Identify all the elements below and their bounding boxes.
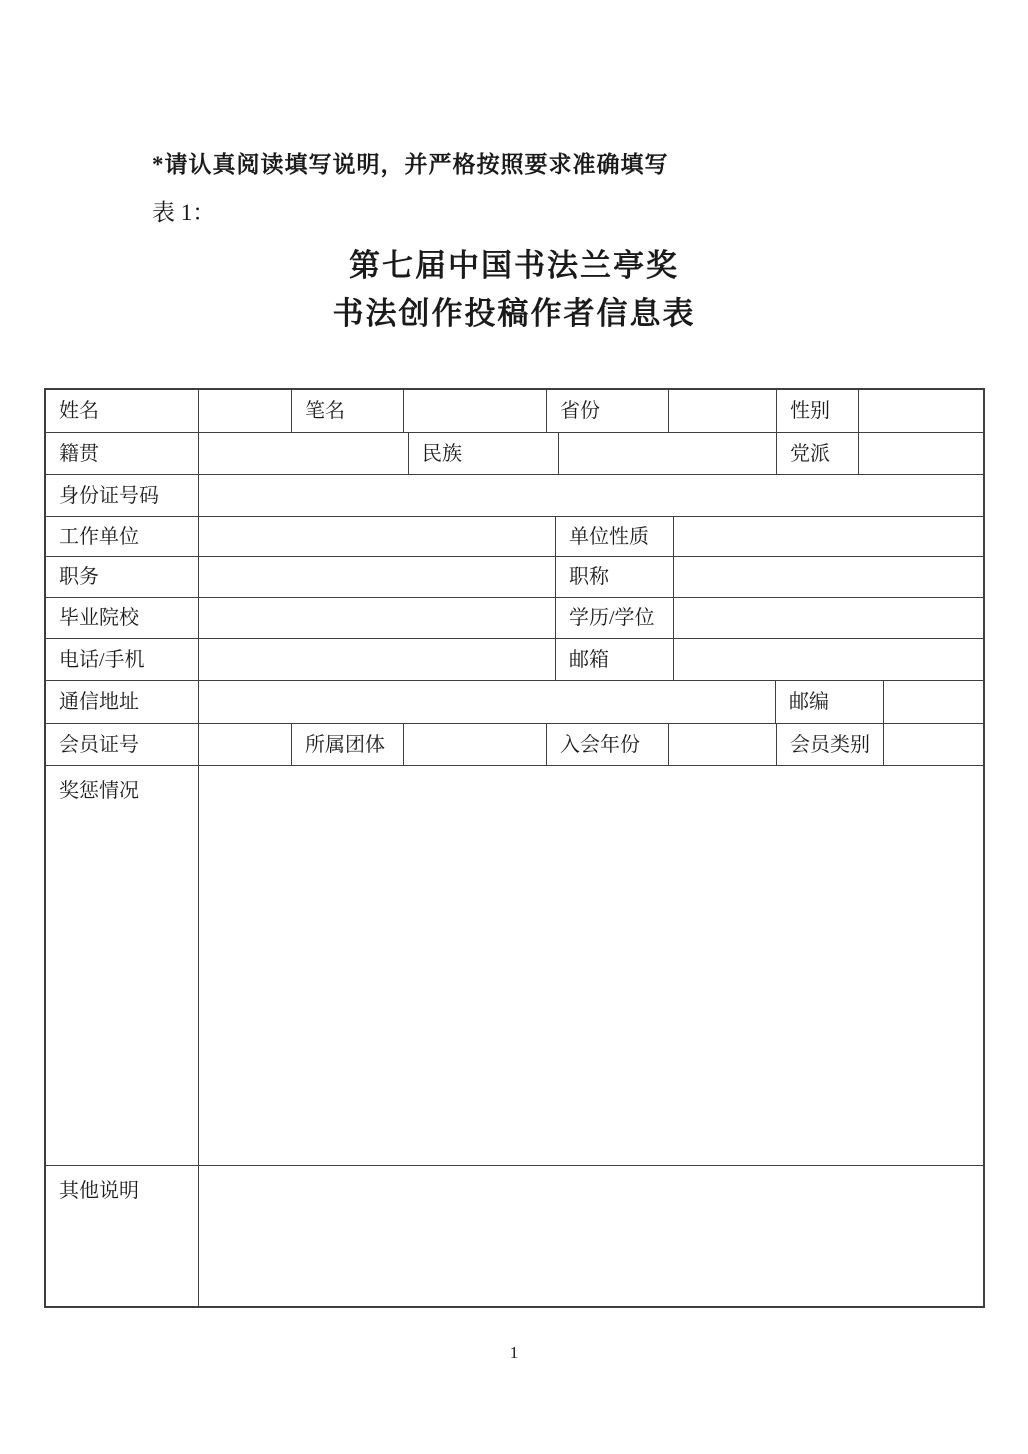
cell-input-membership-type[interactable] bbox=[884, 724, 983, 765]
cell-input-work-unit[interactable] bbox=[199, 517, 556, 556]
table-number-label: 表 1： bbox=[152, 200, 216, 225]
cell-input-other-notes[interactable] bbox=[199, 1166, 983, 1306]
cell-input-party[interactable] bbox=[859, 433, 983, 474]
cell-input-membership-number[interactable] bbox=[199, 724, 292, 765]
cell-label-gender: 性别 bbox=[777, 390, 859, 432]
table-row bbox=[46, 766, 983, 1166]
cell-label-work-unit: 工作单位 bbox=[46, 517, 199, 556]
cell-label-province: 省份 bbox=[547, 390, 669, 432]
cell-label-ethnicity: 民族 bbox=[409, 433, 559, 474]
cell-label-membership-type: 会员类别 bbox=[777, 724, 884, 765]
cell-input-province[interactable] bbox=[669, 390, 777, 432]
cell-input-unit-type[interactable] bbox=[674, 517, 983, 556]
cell-input-join-year[interactable] bbox=[669, 724, 777, 765]
cell-input-phone[interactable] bbox=[199, 639, 556, 680]
cell-input-ethnicity[interactable] bbox=[559, 433, 777, 474]
table-row bbox=[46, 557, 983, 598]
cell-input-graduate-school[interactable] bbox=[199, 598, 556, 638]
table-row bbox=[46, 517, 983, 557]
cell-label-graduate-school: 毕业院校 bbox=[46, 598, 199, 638]
table-row bbox=[46, 1166, 983, 1306]
cell-label-native-place: 籍贯 bbox=[46, 433, 199, 474]
cell-input-gender[interactable] bbox=[859, 390, 983, 432]
cell-label-pen-name: 笔名 bbox=[292, 390, 404, 432]
table-row bbox=[46, 724, 983, 766]
page-number: 1 bbox=[509, 1343, 519, 1362]
cell-label-name: 姓名 bbox=[46, 390, 199, 432]
cell-label-professional-title: 职称 bbox=[556, 557, 674, 597]
table-row bbox=[46, 639, 983, 681]
cell-input-postal-code[interactable] bbox=[884, 681, 983, 723]
cell-input-mailing-address[interactable] bbox=[199, 681, 776, 723]
cell-label-postal-code: 邮编 bbox=[776, 681, 884, 723]
cell-label-join-year: 入会年份 bbox=[547, 724, 669, 765]
form-title-line-1: 第七届中国书法兰亭奖 bbox=[349, 248, 679, 283]
cell-label-unit-type: 单位性质 bbox=[556, 517, 674, 556]
cell-input-affiliated-group[interactable] bbox=[404, 724, 547, 765]
cell-input-pen-name[interactable] bbox=[404, 390, 547, 432]
cell-input-professional-title[interactable] bbox=[674, 557, 983, 597]
cell-input-native-place[interactable] bbox=[199, 433, 409, 474]
cell-label-party: 党派 bbox=[777, 433, 859, 474]
instructions-note: *请认真阅读填写说明，并严格按照要求准确填写 bbox=[152, 152, 669, 177]
table-row bbox=[46, 475, 983, 517]
author-info-table bbox=[44, 388, 985, 1308]
cell-input-position[interactable] bbox=[199, 557, 556, 597]
table-row bbox=[46, 433, 983, 475]
form-title-line-2: 书法创作投稿作者信息表 bbox=[332, 296, 696, 331]
cell-label-membership-number: 会员证号 bbox=[46, 724, 199, 765]
table-row bbox=[46, 681, 983, 724]
cell-label-email: 邮箱 bbox=[556, 639, 674, 680]
cell-input-email[interactable] bbox=[674, 639, 983, 680]
cell-input-id-number[interactable] bbox=[199, 475, 983, 516]
cell-label-awards-punishments: 奖惩情况 bbox=[46, 766, 199, 1165]
cell-input-awards-punishments[interactable] bbox=[199, 766, 983, 1165]
cell-input-education-degree[interactable] bbox=[674, 598, 983, 638]
table-row bbox=[46, 598, 983, 639]
cell-label-id-number: 身份证号码 bbox=[46, 475, 199, 516]
cell-label-phone: 电话/手机 bbox=[46, 639, 199, 680]
cell-input-name[interactable] bbox=[199, 390, 292, 432]
cell-label-position: 职务 bbox=[46, 557, 199, 597]
cell-label-education-degree: 学历/学位 bbox=[556, 598, 674, 638]
cell-label-affiliated-group: 所属团体 bbox=[292, 724, 404, 765]
cell-label-other-notes: 其他说明 bbox=[46, 1166, 199, 1306]
table-row bbox=[46, 390, 983, 433]
cell-label-mailing-address: 通信地址 bbox=[46, 681, 199, 723]
